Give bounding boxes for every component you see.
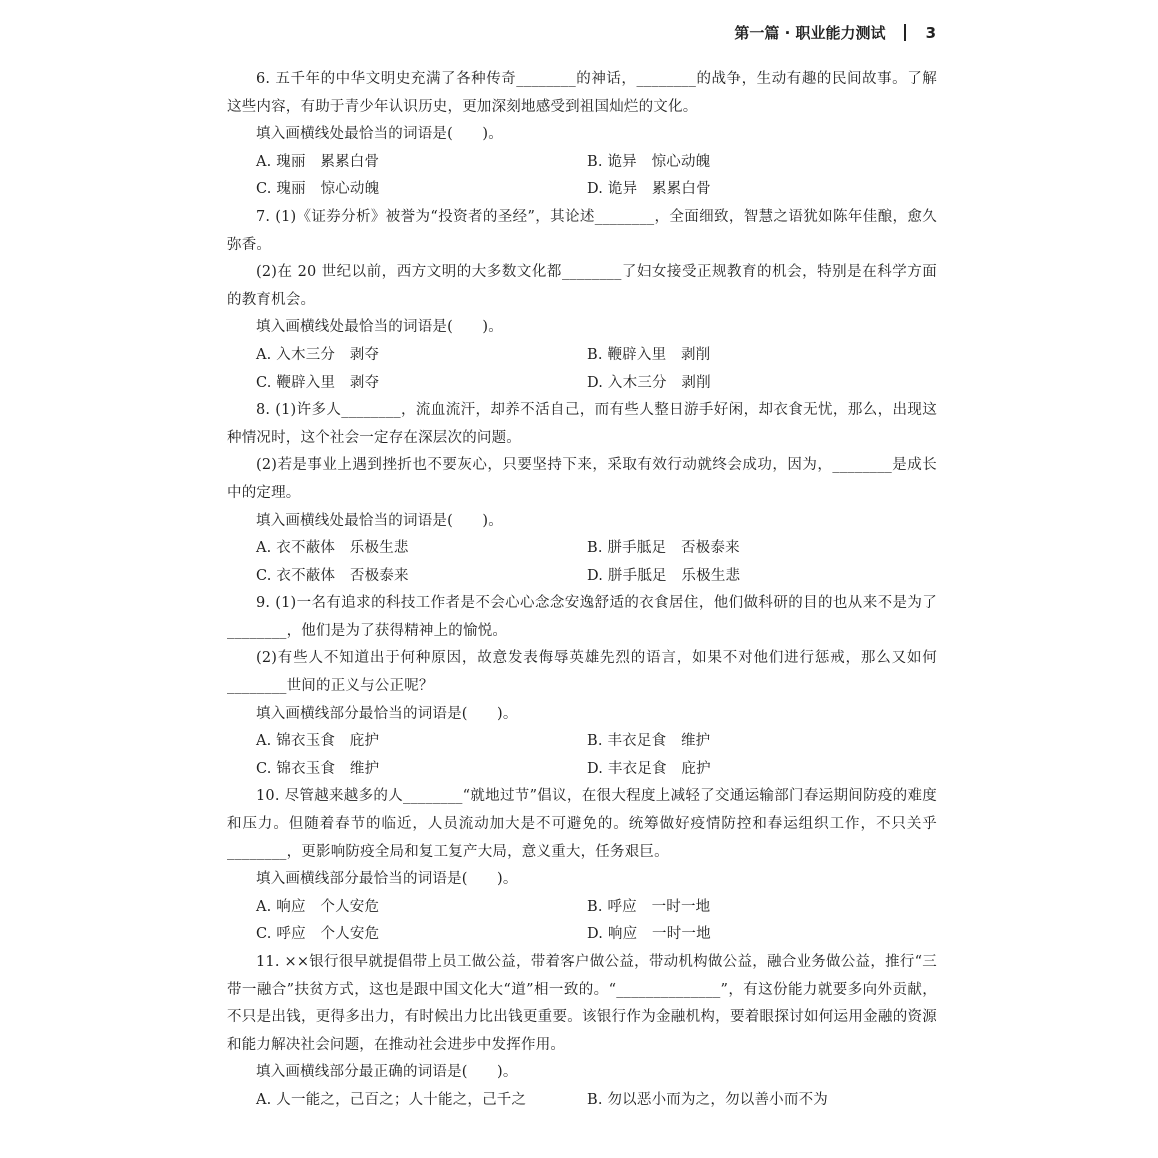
answer-option: C. 衣不蔽体 否极泰来: [256, 567, 409, 584]
option-row: [227, 535, 937, 563]
chapter-title: 第一篇 · 职业能力测试: [734, 24, 886, 42]
option-row: [227, 894, 937, 922]
option-row: [227, 342, 937, 370]
answer-option: C. 鞭辟入里 剥夺: [256, 374, 380, 391]
answer-option: A. 人一能之，己百之；人十能之，己千之: [256, 1091, 527, 1108]
question-list: [227, 66, 937, 1115]
answer-option: B. 呼应 一时一地: [587, 898, 711, 915]
option-row: [227, 370, 937, 398]
question-text: (2)在 20 世纪以前，西方文明的大多数文化都________了妇女接受正规教育的机会，特别是在科学方面的教育机会。: [227, 264, 937, 308]
answer-option: B. 胼手胝足 否极泰来: [587, 540, 740, 557]
answer-option: D. 丰衣足食 庇护: [587, 760, 711, 777]
answer-option: D. 胼手胝足 乐极生悲: [587, 567, 741, 584]
option-row: [227, 176, 937, 204]
page-number: 3: [925, 23, 936, 42]
answer-option: C. 呼应 个人安危: [256, 926, 380, 943]
question-prompt: 填入画横线部分最正确的词语是( )。: [256, 1064, 518, 1081]
answer-option: C. 瑰丽 惊心动魄: [256, 181, 380, 198]
question-text: (2)若是事业上遇到挫折也不要灰心，只要坚持下来，采取有效行动就终会成功，因为，________是成长中的定理。: [227, 457, 937, 501]
answer-option: D. 入木三分 剥削: [587, 374, 711, 391]
question-block: [227, 783, 937, 949]
question-text: 7. (1)《证券分析》被誉为“投资者的圣经”，其论述________，全面细致，智慧之语犹如陈年佳酿，愈久弥香。: [227, 208, 937, 253]
question-prompt: 填入画横线处最恰当的词语是( )。: [256, 126, 503, 143]
answer-option: A. 响应 个人安危: [256, 898, 380, 915]
option-row: [227, 756, 937, 784]
question-block: [227, 590, 937, 783]
answer-option: D. 响应 一时一地: [587, 926, 711, 943]
question-prompt: 填入画横线部分最恰当的词语是( )。: [256, 705, 518, 722]
answer-option: C. 锦衣玉食 维护: [256, 760, 380, 777]
answer-option: B. 丰衣足食 维护: [587, 733, 711, 750]
question-prompt: 填入画横线部分最恰当的词语是( )。: [256, 871, 518, 888]
answer-option: A. 瑰丽 累累白骨: [256, 153, 380, 170]
answer-option: A. 锦衣玉食 庇护: [256, 733, 380, 750]
question-prompt: 填入画横线处最恰当的词语是( )。: [256, 319, 503, 336]
answer-option: A. 入木三分 剥夺: [256, 346, 380, 363]
question-block: [227, 66, 937, 204]
answer-option: D. 诡异 累累白骨: [587, 181, 711, 198]
question-text: (2)有些人不知道出于何种原因，故意发表侮辱英雄先烈的语言，如果不对他们进行惩戒，那么又如何________世间的正义与公正呢？: [227, 650, 937, 695]
option-row: [227, 1087, 937, 1115]
answer-option: B. 鞭辟入里 剥削: [587, 346, 711, 363]
option-row: [227, 921, 937, 949]
question-prompt: 填入画横线处最恰当的词语是( )。: [256, 512, 503, 529]
question-text: 9. (1)一名有追求的科技工作者是不会心心念念安逸舒适的衣食居住，他们做科研的目的也从来不是为了________，他们是为了获得精神上的愉悦。: [227, 595, 937, 639]
question-block: [227, 949, 937, 1115]
option-row: [227, 563, 937, 591]
answer-option: A. 衣不蔽体 乐极生悲: [256, 540, 409, 557]
option-row: [227, 149, 937, 177]
question-text: 10. 尽管越来越多的人________“就地过节”倡议，在很大程度上减轻了交通运输部门春运期间防疫的难度和压力。但随着春节的临近，人员流动加大是不可避免的。统筹做好疫情防控和春运组织工作，不只关乎________，更影响防疫全局和复工复产大局，意义重大，任务艰巨。: [227, 788, 937, 860]
header-divider: [904, 24, 906, 41]
answer-option: B. 诡异 惊心动魄: [587, 153, 711, 170]
question-text: 11. ××银行很早就提倡带上员工做公益，带着客户做公益，带动机构做公益，融合业务做公益，推行“三带一融合”扶贫方式，这也是跟中国文化大“道”相一致的。“______________”，有这份能力就要多向外贡献，不只是出钱，更得多出力，有时候出力比出钱更重要。该银行作为金融机构，要着眼探讨如何运用金融的资源和能力解决社会问题，在推动社会进步中发挥作用。: [227, 954, 937, 1053]
option-row: [227, 728, 937, 756]
question-text: 6. 五千年的中华文明史充满了各种传奇________的神话，________的战争，生动有趣的民间故事。了解这些内容，有助于青少年认识历史，更加深刻地感受到祖国灿烂的文化。: [227, 71, 937, 115]
question-block: [227, 397, 937, 590]
question-text: 8. (1)许多人________，流血流汗，却养不活自己，而有些人整日游手好闲，却衣食无忧，那么，出现这种情况时，这个社会一定存在深层次的问题。: [227, 402, 937, 446]
question-block: [227, 204, 937, 397]
running-header: [734, 22, 936, 43]
answer-option: B. 勿以恶小而为之，勿以善小而不为: [587, 1091, 828, 1108]
